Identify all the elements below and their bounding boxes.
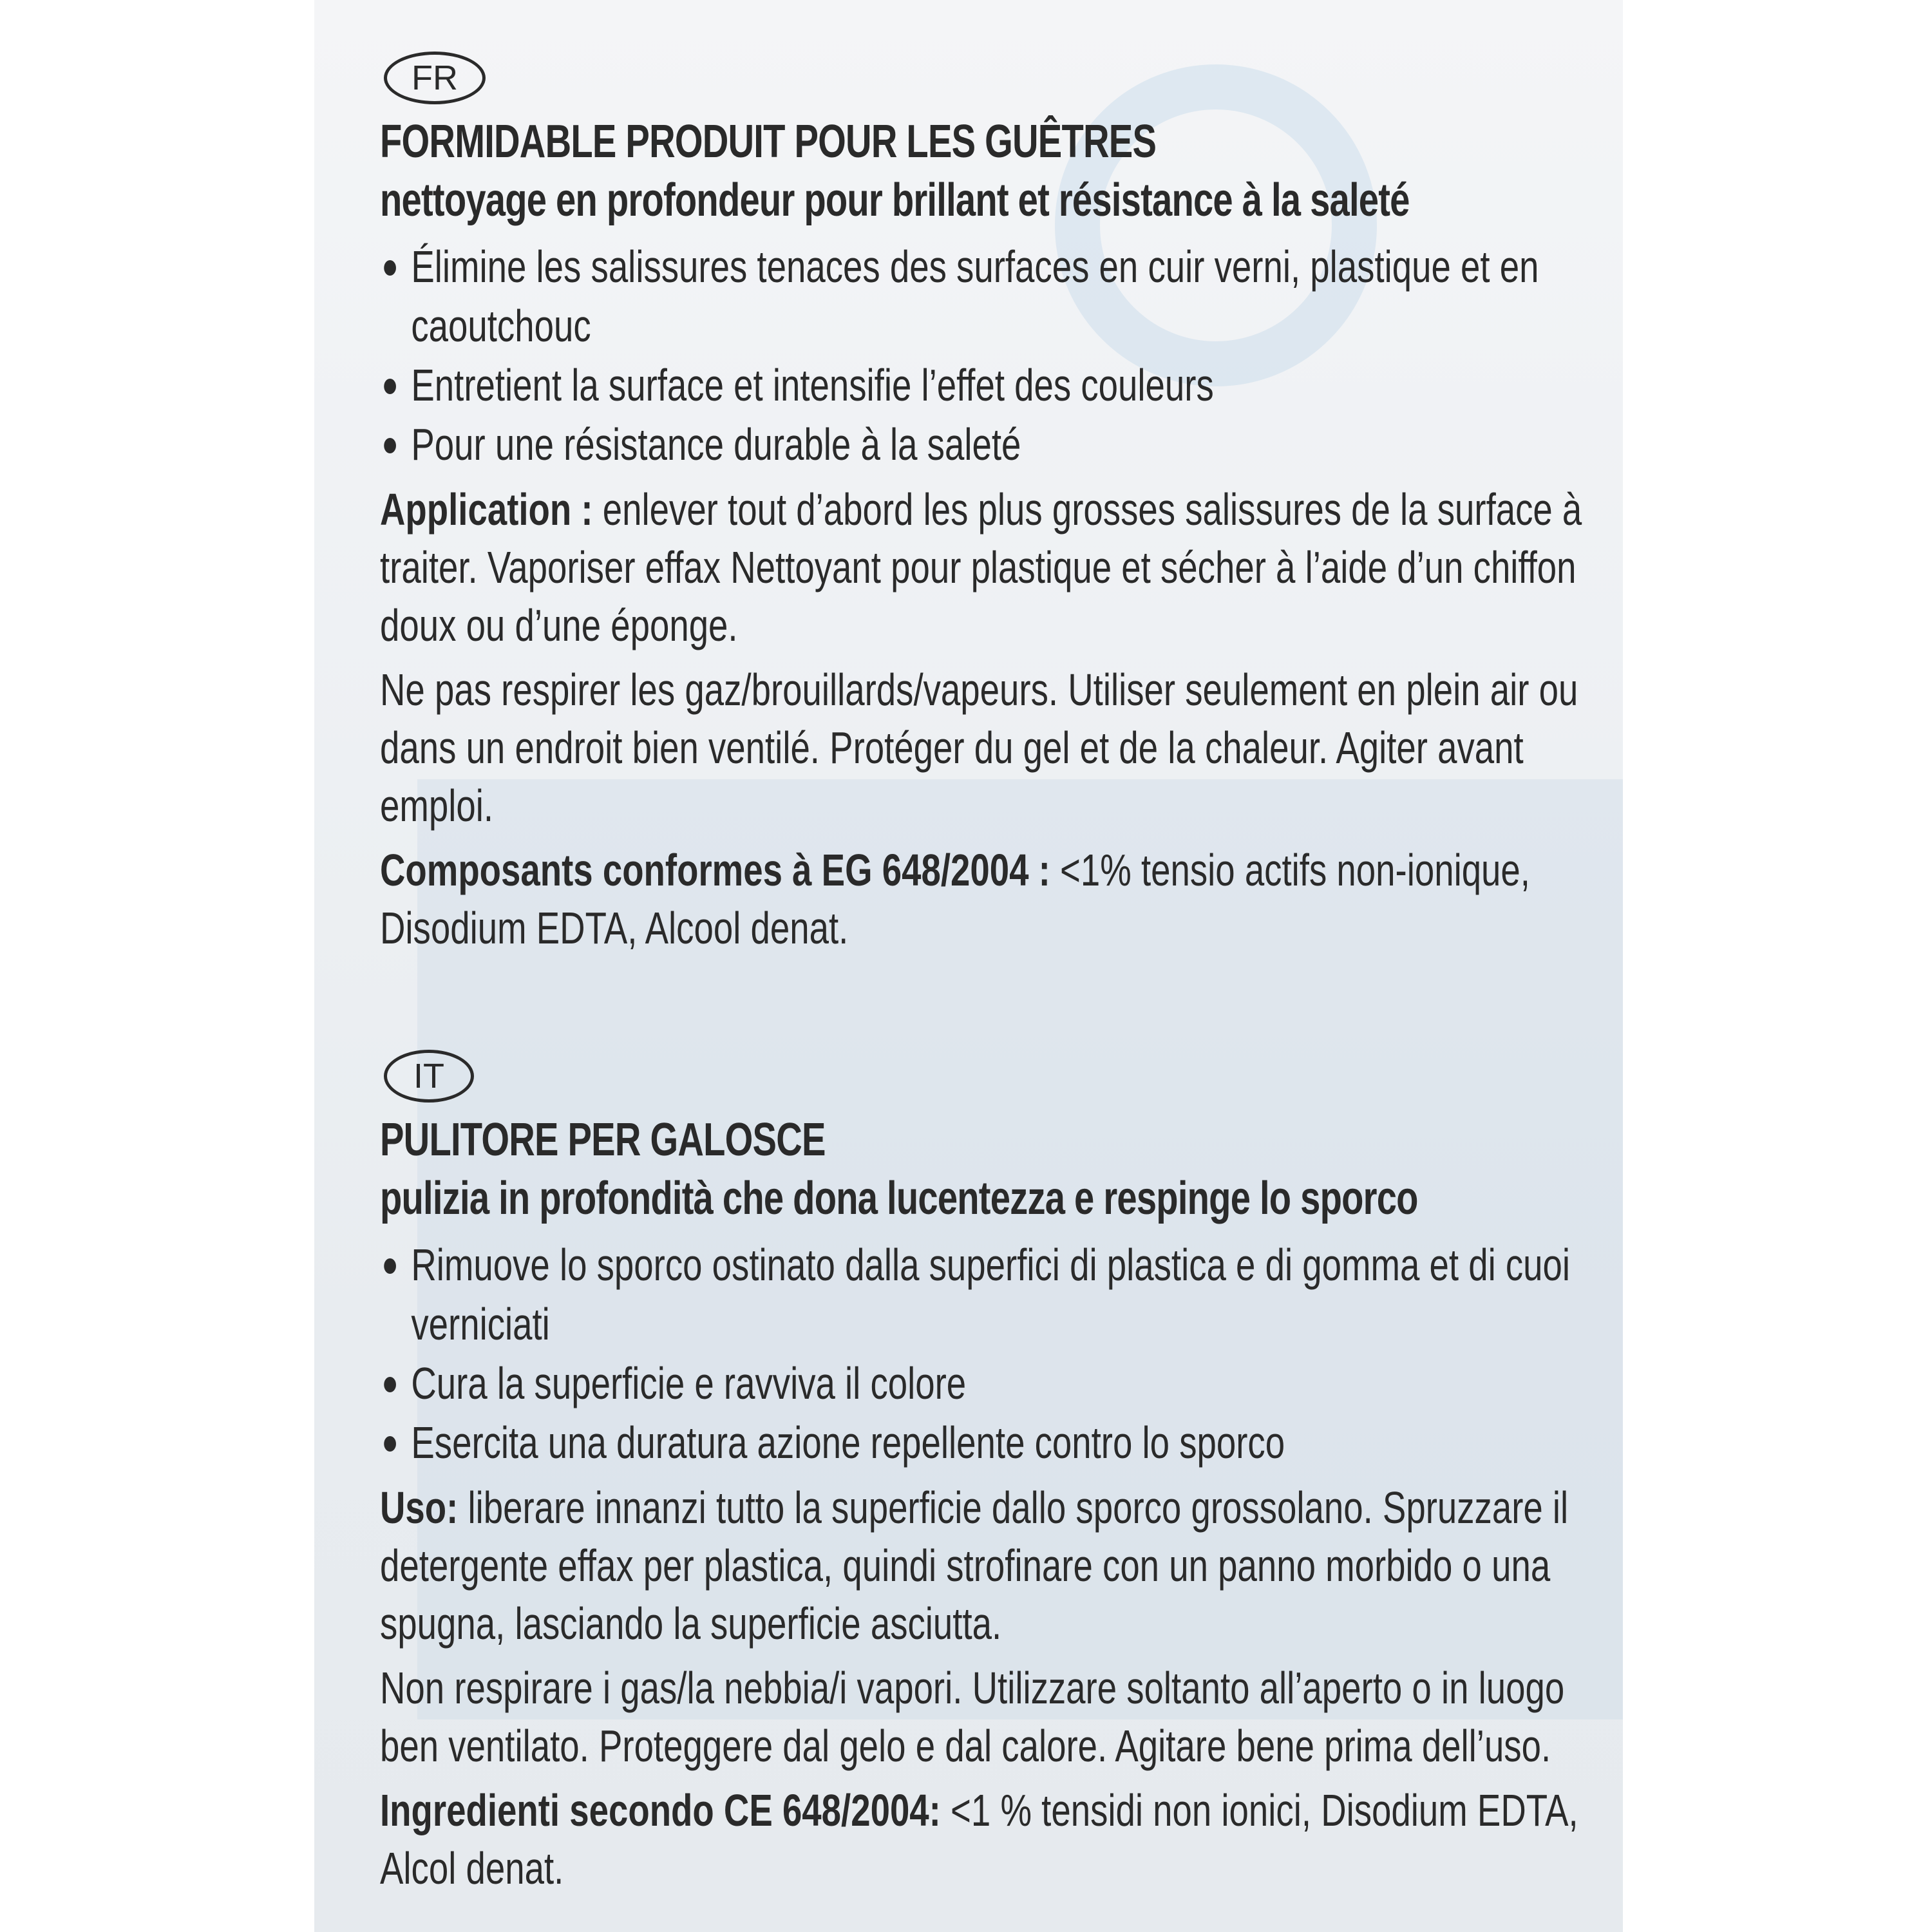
warning-it: Non respirare i gas/la nebbia/i vapori. Utilizzare soltanto all’aperto o in luogo ben ventilato. Proteggere dal gelo e dal calore. Agitare bene prima dell’uso. [380,1663,1565,1771]
ingredients-it [380,1781,1596,1897]
uso-text-it: liberare innanzi tutto la superficie dallo sporco grossolano. Spruzzare il detergente effax per plastica, quindi strofinare con un panno morbido o una spugna, lasciando la superficie asciutta. [380,1482,1569,1649]
bullet-dot-icon [384,438,396,453]
subtitle-it: pulizia in profondità che dona lucentezza e respinge lo sporco [380,1173,1418,1224]
bullet-dot-icon [384,379,396,394]
ingredients-text-it: <1 % tensidi non ionici, Disodium EDTA, Alcol denat. [380,1785,1578,1893]
components-label-fr: Composants conformes à EG 648/2004 : [380,845,1050,895]
subtitle-fr: nettoyage en profondeur pour brillant et résistance à la saleté [380,175,1410,226]
components-fr [380,841,1596,957]
bullet-list-fr [380,237,1623,474]
language-badge-fr: FR [384,52,486,104]
uso-label-it: Uso: [380,1482,459,1533]
components-text-fr: <1% tensio actifs non-ionique, Disodium EDTA, Alcool denat. [380,845,1530,953]
bullet-list-it [380,1235,1623,1472]
application-text-fr: enlever tout d’abord les plus grosses salissures de la surface à traiter. Vaporiser effax Nettoyant pour plastique et sécher à l’aide d’un chiffon doux ou d’une éponge. [380,484,1582,650]
bullet-dot-icon [384,260,396,276]
application-fr [380,480,1596,654]
bullet-item: Pour une résistance durable à la saleté [380,415,1607,474]
warning-fr: Ne pas respirer les gaz/brouillards/vapeurs. Utiliser seulement en plein air ou dans un endroit bien ventilé. Protéger du gel et de la chaleur. Agiter avant emploi. [380,665,1578,831]
uso-it [380,1479,1596,1653]
bullet-item: Entretient la surface et intensifie l’effet des couleurs [380,355,1607,415]
bullet-item: Rimuove lo sporco ostinato dalla superfici di plastica e di gomma et di cuoi verniciati [380,1235,1607,1354]
section-it [380,1050,1623,1897]
bullet-item: Cura la superficie e ravviva il colore [380,1354,1607,1413]
title-it: PULITORE PER GALOSCE [380,1114,826,1166]
bullet-item: Élimine les salissures tenaces des surfaces en cuir verni, plastique et en caoutchouc [380,237,1607,355]
section-fr [380,52,1623,957]
bullet-item: Esercita una duratura azione repellente contro lo sporco [380,1413,1607,1472]
application-label-fr: Application : [380,484,593,535]
language-badge-it: IT [384,1050,474,1103]
title-fr: FORMIDABLE PRODUIT POUR LES GUÊTRES [380,116,1157,167]
bullet-dot-icon [384,1377,396,1392]
bullet-dot-icon [384,1436,396,1452]
bullet-dot-icon [384,1258,396,1274]
ingredients-label-it: Ingredienti secondo CE 648/2004: [380,1785,941,1835]
